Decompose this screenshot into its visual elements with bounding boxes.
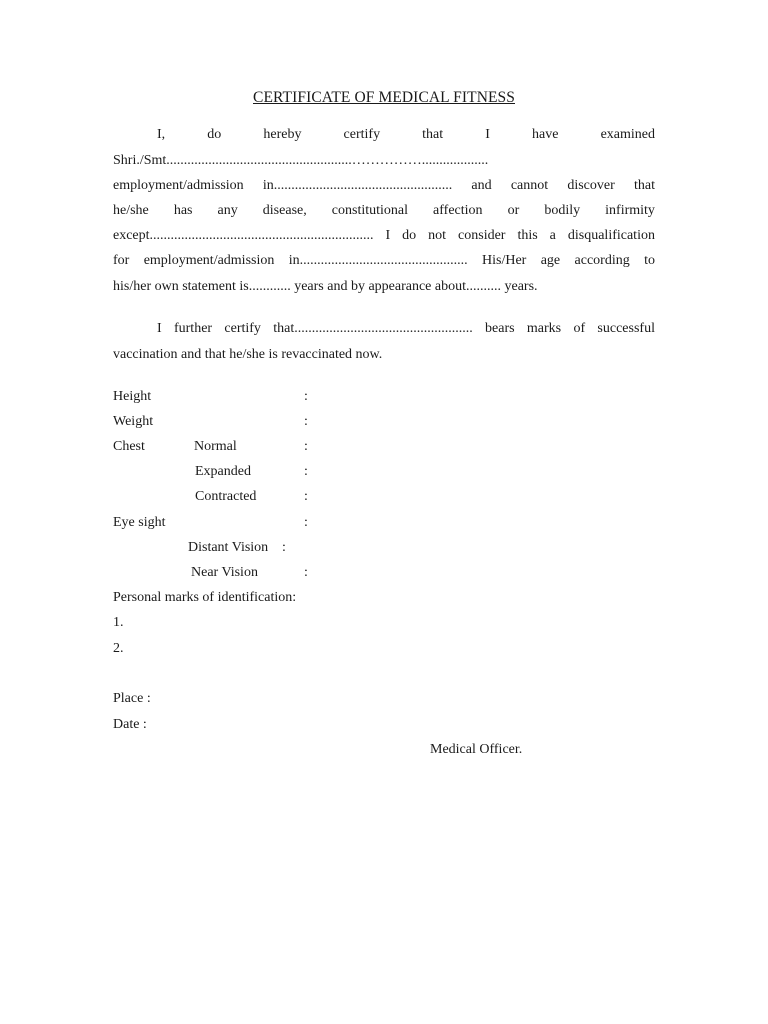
- word: has: [173, 203, 193, 218]
- height-label: Height: [113, 389, 152, 404]
- word: employment/admission: [113, 178, 244, 193]
- word: affection: [433, 203, 483, 218]
- word: hereby: [263, 127, 302, 142]
- word: discover: [567, 178, 615, 193]
- word: have: [532, 127, 559, 142]
- chest-expanded-label: Expanded: [195, 464, 251, 479]
- word: in...................................................: [262, 178, 453, 193]
- word: a: [549, 228, 556, 243]
- word: marks: [526, 321, 562, 336]
- chest-contracted-colon: :: [304, 489, 308, 504]
- word: employment/admission: [143, 253, 275, 268]
- word: that: [633, 178, 655, 193]
- word: cannot: [510, 178, 549, 193]
- word: do: [207, 127, 222, 142]
- word: certify: [224, 321, 261, 336]
- word: I: [385, 228, 391, 243]
- para1-line2: Shri./Smt.....................................................……………...................: [113, 153, 489, 168]
- medical-officer-signature: Medical Officer.: [430, 742, 523, 757]
- word: of: [573, 321, 586, 336]
- height-colon: :: [304, 389, 308, 404]
- word: further: [173, 321, 213, 336]
- word: constitutional: [331, 203, 408, 218]
- word: or: [507, 203, 520, 218]
- chest-normal-label: Normal: [194, 439, 237, 454]
- word: not: [428, 228, 447, 243]
- word: do: [402, 228, 417, 243]
- word: for: [113, 253, 130, 268]
- chest-expanded-colon: :: [304, 464, 308, 479]
- word: disease,: [262, 203, 307, 218]
- word: certify: [343, 127, 381, 142]
- date-label: Date :: [113, 717, 147, 732]
- identification-item-1: 1.: [113, 615, 124, 630]
- word: bodily: [544, 203, 581, 218]
- word: that...................................................: [273, 321, 473, 336]
- word: successful: [597, 321, 655, 336]
- distant-vision-colon: :: [282, 540, 286, 555]
- para2-line2: vaccination and that he/she is revaccinated now.: [113, 347, 383, 362]
- identification-heading: Personal marks of identification:: [113, 590, 297, 605]
- weight-label: Weight: [113, 414, 154, 429]
- eye-sight-label: Eye sight: [113, 515, 166, 530]
- word: I: [157, 321, 162, 336]
- word: this: [517, 228, 538, 243]
- word: and: [471, 178, 492, 193]
- near-vision-label: Near Vision: [191, 565, 258, 580]
- chest-normal-colon: :: [304, 439, 308, 454]
- para2-line1: [113, 320, 655, 338]
- word: that: [422, 127, 444, 142]
- chest-label: Chest: [113, 439, 145, 454]
- para1-line4: [113, 202, 655, 220]
- word: disqualification: [567, 228, 655, 243]
- para1-line5: [113, 227, 655, 245]
- word: examined: [600, 127, 655, 142]
- para1-line3: [113, 177, 655, 195]
- para1-line6: [113, 252, 655, 270]
- word: bears: [485, 321, 515, 336]
- chest-contracted-label: Contracted: [195, 489, 257, 504]
- para1-line7: his/her own statement is............ years and by appearance about.......... years.: [113, 279, 538, 294]
- word: I: [485, 127, 490, 142]
- word: I,: [157, 127, 166, 142]
- word: His/Her: [482, 253, 527, 268]
- word: consider: [458, 228, 506, 243]
- page-title: CERTIFICATE OF MEDICAL FITNESS: [253, 89, 515, 106]
- word: any: [217, 203, 238, 218]
- near-vision-colon: :: [304, 565, 308, 580]
- word: according: [574, 253, 630, 268]
- word: infirmity: [605, 203, 655, 218]
- identification-item-2: 2.: [113, 641, 124, 656]
- word: he/she: [113, 203, 149, 218]
- word: age: [540, 253, 561, 268]
- word: except................................................................: [113, 228, 374, 243]
- para1-line1: [113, 126, 655, 144]
- weight-colon: :: [304, 414, 308, 429]
- place-label: Place :: [113, 691, 151, 706]
- word: to: [644, 253, 655, 268]
- eye-sight-colon: :: [304, 515, 308, 530]
- word: in................................................: [288, 253, 468, 268]
- distant-vision-label: Distant Vision: [188, 540, 269, 555]
